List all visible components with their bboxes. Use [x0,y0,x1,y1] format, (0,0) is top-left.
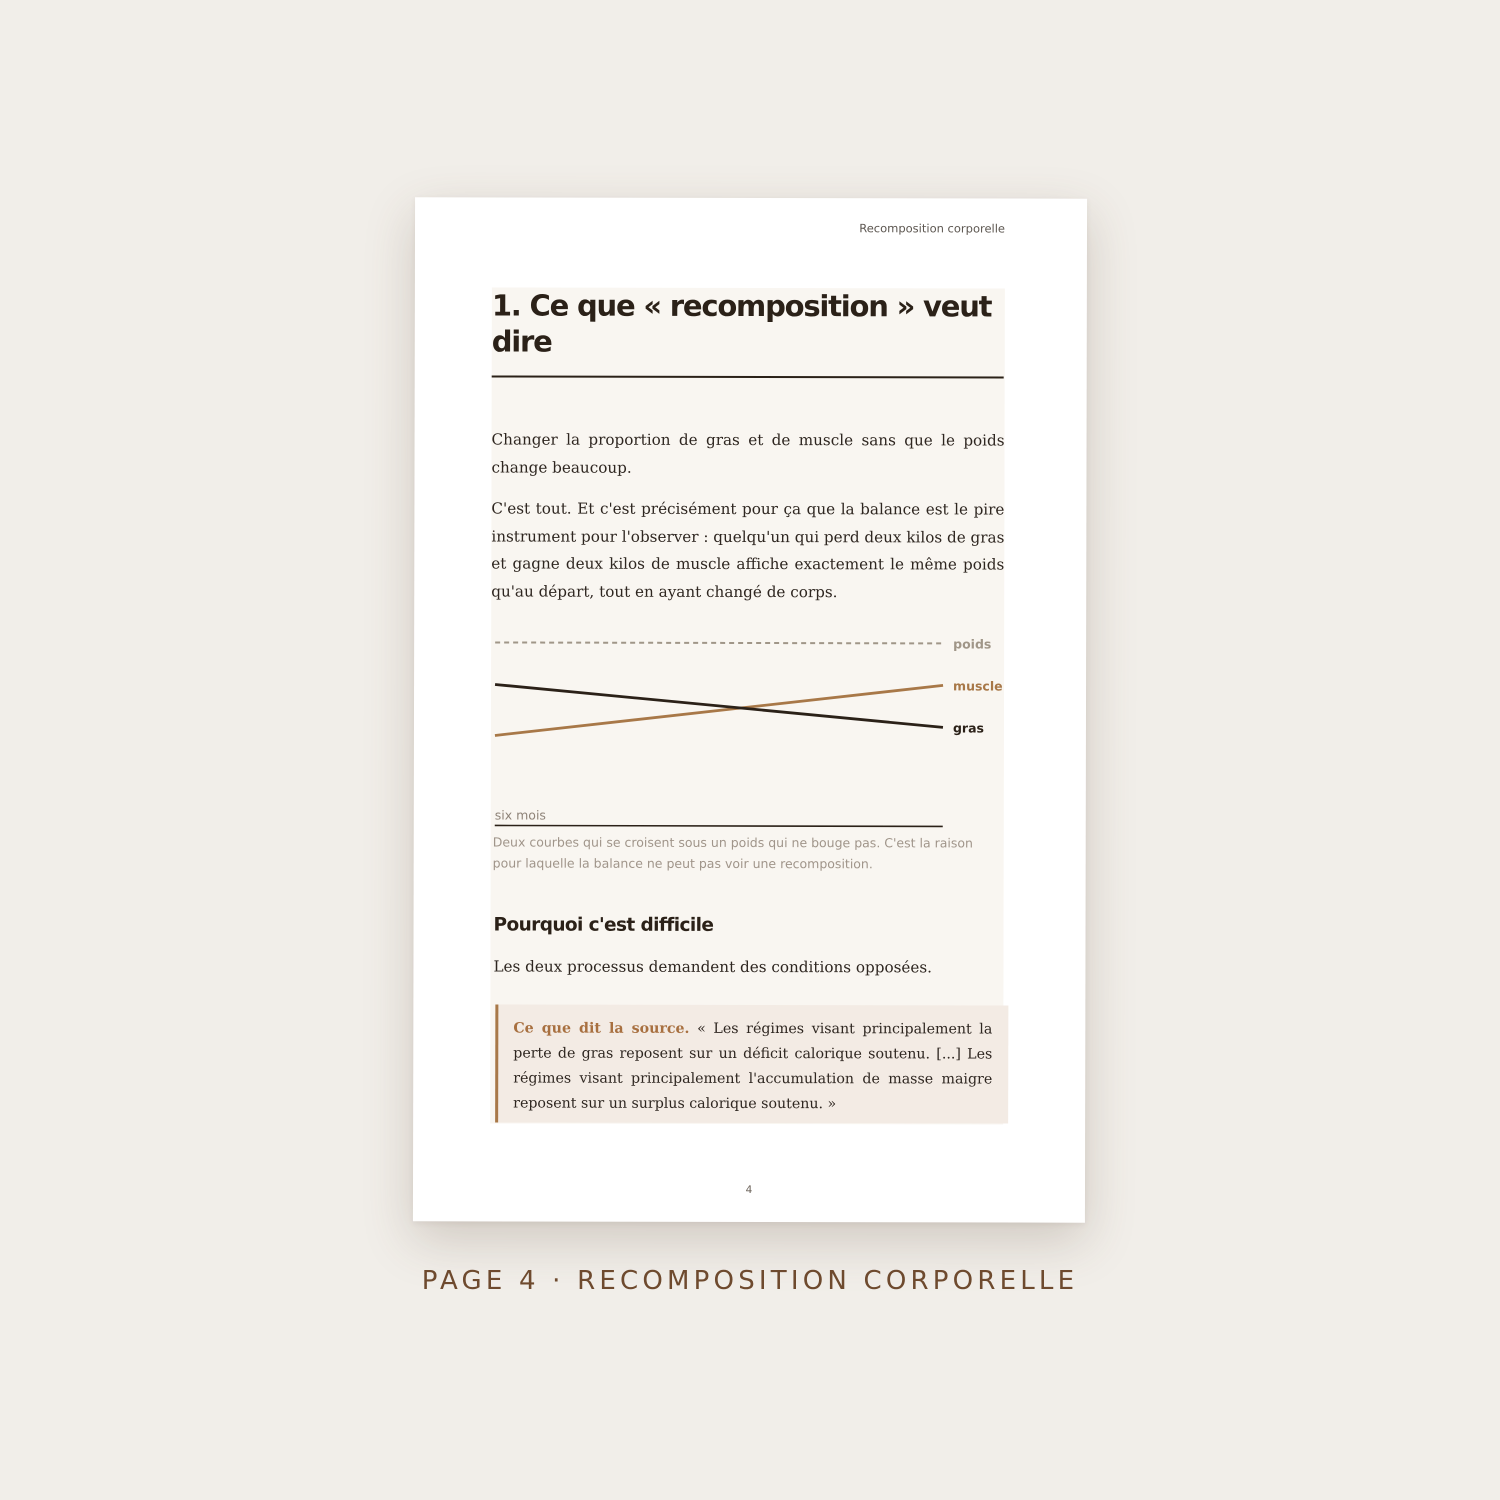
series-label-muscle: muscle [953,678,1003,694]
paragraph-intro: Changer la proportion de gras et de muscle sans que le poids change beaucoup. [491,430,1005,477]
series-label-gras: gras [952,720,984,736]
series-label-poids: poids [953,636,992,652]
page-number: 4 [745,1183,753,1197]
paragraph-section: Les deux processus demandent des conditions opposées. [493,957,933,977]
page-title: 1. Ce que « recomposition » veut dire [491,288,992,359]
chart-x-label: six mois [494,807,546,823]
quote-text [513,1017,992,1118]
source-quote-box [495,1004,1008,1123]
recomposition-chart [491,627,1004,828]
page-caption-label: PAGE 4 · RECOMPOSITION CORPORELLE [421,1266,1079,1296]
figure-caption: Deux courbes qui se croisent sous un poids qui ne bouge pas. C'est la raison pour laquelle la balance ne peut pas voir une recomposition. [492,834,973,871]
document-page [413,197,1087,1222]
quote-body: « Les régimes visant principalement la perte de gras reposent sur un déficit calorique soutenu. [...] Les régimes visant principalement l'accumulation de masse maigre reposent sur un surplus calorique soutenu. » [513,1020,993,1113]
section-subheading: Pourquoi c'est difficile [493,914,714,936]
series-line-poids [495,642,943,643]
title-rule [492,375,1004,378]
page-content [490,287,1005,1124]
running-head: Recomposition corporelle [859,221,1006,236]
quote-lead: Ce que dit la source. [513,1020,690,1037]
quote-accent-bar [495,1004,498,1122]
series-line-gras [495,684,943,727]
paragraph-explanation: C'est tout. Et c'est précisément pour ça que la balance est le pire instrument pour l'observer : quelqu'un qui perd deux kilos de gras et gagne deux kilos de muscle affiche exactement le même poids qu'au départ, tout en ayant changé de corps. [491,499,1005,601]
chart-x-axis [495,825,943,826]
